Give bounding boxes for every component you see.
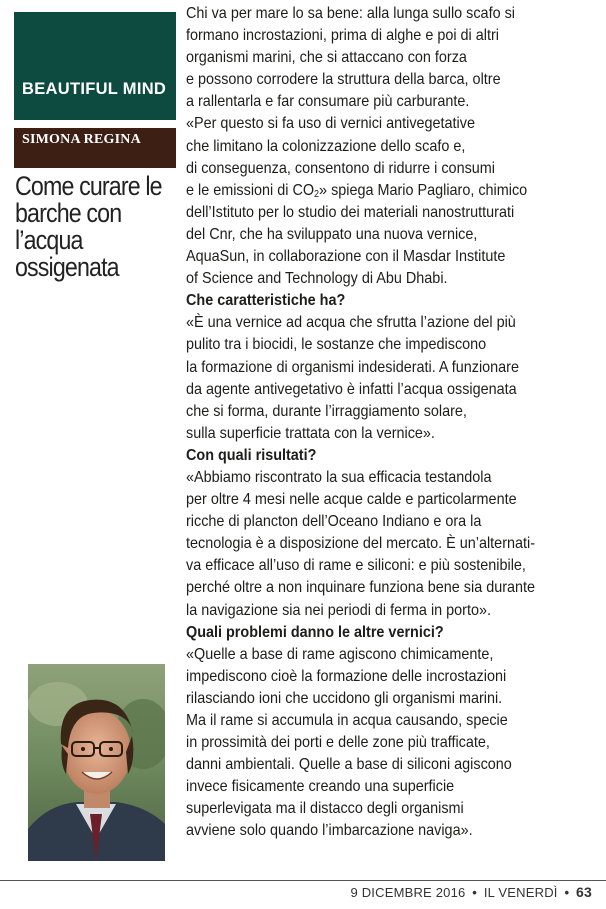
body-line: danni ambientali. Quelle a base di siliconi agiscono [186,756,512,774]
body-line: organismi marini, che si attaccano con forza [186,49,467,67]
body-line: impediscono cioè la formazione delle incrostazioni [186,667,507,685]
body-line: la formazione di organismi indesiderati. A funzionare [186,358,519,376]
article-headline: Come curare le barche con l’acqua ossigenata [15,171,162,282]
body-line: a rallentarla e far consumare più carburante. [186,93,470,111]
interview-question: Quali problemi danno le altre vernici? [186,623,444,641]
body-line: che si forma, durante l’irraggiamento solare, [186,402,467,420]
author-box [14,128,176,168]
rubric-title: BEAUTIFUL MIND [22,80,167,98]
body-line: che limitano la colonizzazione dello scafo e, [186,137,466,155]
body-line: ricche di plancton dell’Oceano Indiano e ora la [186,513,482,531]
footer-date: 9 DICEMBRE 2016 [350,885,466,900]
body-line: per oltre 4 mesi nelle acque calde e particolarmente [186,491,517,509]
interview-question: Con quali risultati? [186,446,317,464]
body-line: Ma il rame si accumula in acqua causando, specie [186,712,508,729]
body-line: in prossimità dei porti e delle zone più trafficate, [186,734,490,752]
body-line: «Abbiamo riscontrato la sua efficacia testandola [186,468,492,486]
body-line: Chi va per mare lo sa bene: alla lunga sullo scafo si [186,5,515,22]
footer-bullet: • [564,885,570,900]
body-line: «È una vernice ad acqua che sfrutta l’azione del più [186,314,516,332]
page-number: 63 [576,884,592,900]
body-line: perché oltre a non inquinare funziona bene sia durante [186,579,536,597]
article-body [186,3,598,843]
page-footer [350,884,592,900]
footer-bullet: • [472,885,478,900]
body-line: tecnologia è a disposizione del mercato. È un’alternati- [186,535,536,553]
author-name: SIMONA REGINA [22,132,141,147]
body-line: e le emissioni di $CO_2$» spiega Mario Pagliaro, chimico [186,181,528,200]
rubric-box [14,12,176,120]
body-line: va efficace all’uso di rame e siliconi: e più sostenibile, [186,557,526,575]
interview-question: Che caratteristiche ha? [186,292,346,310]
body-line: invece fisicamente creando una superficie [186,778,455,796]
body-line: «Quelle a base di rame agiscono chimicamente, [186,645,494,663]
body-line: la navigazione sia nei periodi di ferma in porto». [186,601,491,619]
body-line: e possono corrodere la struttura della barca, oltre [186,71,501,89]
body-line: del Cnr, che ha sviluppato una nuova vernice, [186,225,478,243]
body-line: di conseguenza, consentono di ridurre i consumi [186,159,495,177]
body-line: da agente antivegetativo è infatti l’acqua ossigenata [186,380,517,398]
body-line: AquaSun, in collaborazione con il Masdar Institute [186,248,506,266]
body-line: of Science and Technology di Abu Dhabi. [186,270,448,288]
body-line: avviene solo quando l’imbarcazione naviga». [186,822,473,840]
body-line: superlevigata ma il distacco degli organismi [186,800,464,818]
portrait-photo [28,664,165,861]
body-line: pulito tra i biocidi, le sostanze che impediscono [186,336,487,354]
footer-rule [0,880,606,881]
footer-magazine: IL VENERDÌ [483,885,558,900]
body-line: «Per questo si fa uso di vernici antivegetative [186,115,475,133]
body-line: rilasciando ioni che uccidono gli organismi marini. [186,689,503,707]
body-line: sulla superficie trattata con la vernice». [186,424,435,442]
body-line: formano incrostazioni, prima di alghe e poi di altri [186,27,499,45]
body-line: dell’Istituto per lo studio dei materiali nanostrutturati [186,203,515,221]
